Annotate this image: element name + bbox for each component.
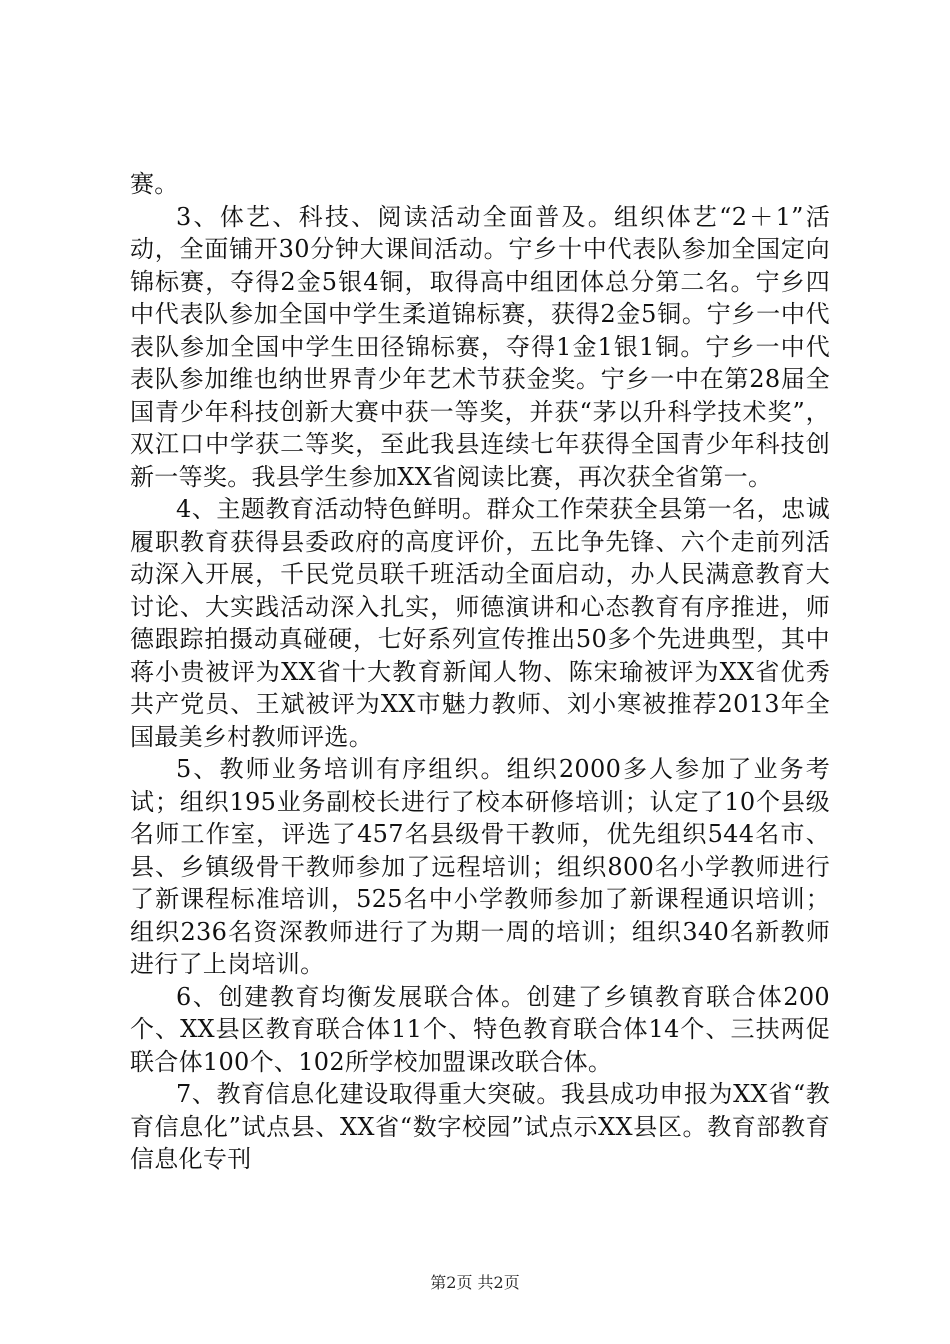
document-body [130,168,830,1176]
paragraph-item-5: 5、教师业务培训有序组织。组织2000多人参加了业务考试；组织195业务副校长进行了校本研修培训；认定了10个县级名师工作室，评选了457名县级骨干教师，优先组织544名市、县、乡镇级骨干教师参加了远程培训；组织800名小学教师进行了新课程标准培训，525名中小学教师参加了新课程通识培训；组织236名资深教师进行了为期一周的培训；组织340名新教师进行了上岗培训。 [130,755,830,978]
paragraph-item-6: 6、创建教育均衡发展联合体。创建了乡镇教育联合体200个、XX县区教育联合体11个、特色教育联合体14个、三扶两促联合体100个、102所学校加盟课改联合体。 [130,982,830,1076]
page-footer [0,1273,950,1293]
page-number: 第2页 共2页 [430,1273,520,1292]
paragraph-item-7: 7、教育信息化建设取得重大突破。我县成功申报为XX省“教育信息化”试点县、XX省“数字校园”试点示XX县区。教育部教育信息化专刊 [130,1080,830,1173]
paragraph-continuation: 赛。 [130,170,179,198]
paragraph-item-3: 3、体艺、科技、阅读活动全面普及。组织体艺“2＋1”活动，全面铺开30分钟大课间活动。宁乡十中代表队参加全国定向锦标赛，夺得2金5银4铜，取得高中组团体总分第二名。宁乡四中代表队参加全国中学生柔道锦标赛，获得2金5铜。宁乡一中代表队参加全国中学生田径锦标赛，夺得1金1银1铜。宁乡一中代表队参加维也纳世界青少年艺术节获金奖。宁乡一中在第28届全国青少年科技创新大赛中获一等奖，并获“茅以升科学技术奖”，双江口中学获二等奖，至此我县连续七年获得全国青少年科技创新一等奖。我县学生参加XX省阅读比赛，再次获全省第一。 [130,202,830,491]
paragraph-item-4: 4、主题教育活动特色鲜明。群众工作荣获全县第一名，忠诚履职教育获得县委政府的高度评价，五比争先锋、六个走前列活动深入开展，千民党员联千班活动全面启动，办人民满意教育大讨论、大实践活动深入扎实，师德演讲和心态教育有序推进，师德跟踪拍摄动真碰硬，七好系列宣传推出50多个先进典型，其中蒋小贵被评为XX省十大教育新闻人物、陈宋瑜被评为XX省优秀共产党员、王斌被评为XX市魅力教师、刘小寒被推荐2013年全国最美乡村教师评选。 [130,495,830,751]
